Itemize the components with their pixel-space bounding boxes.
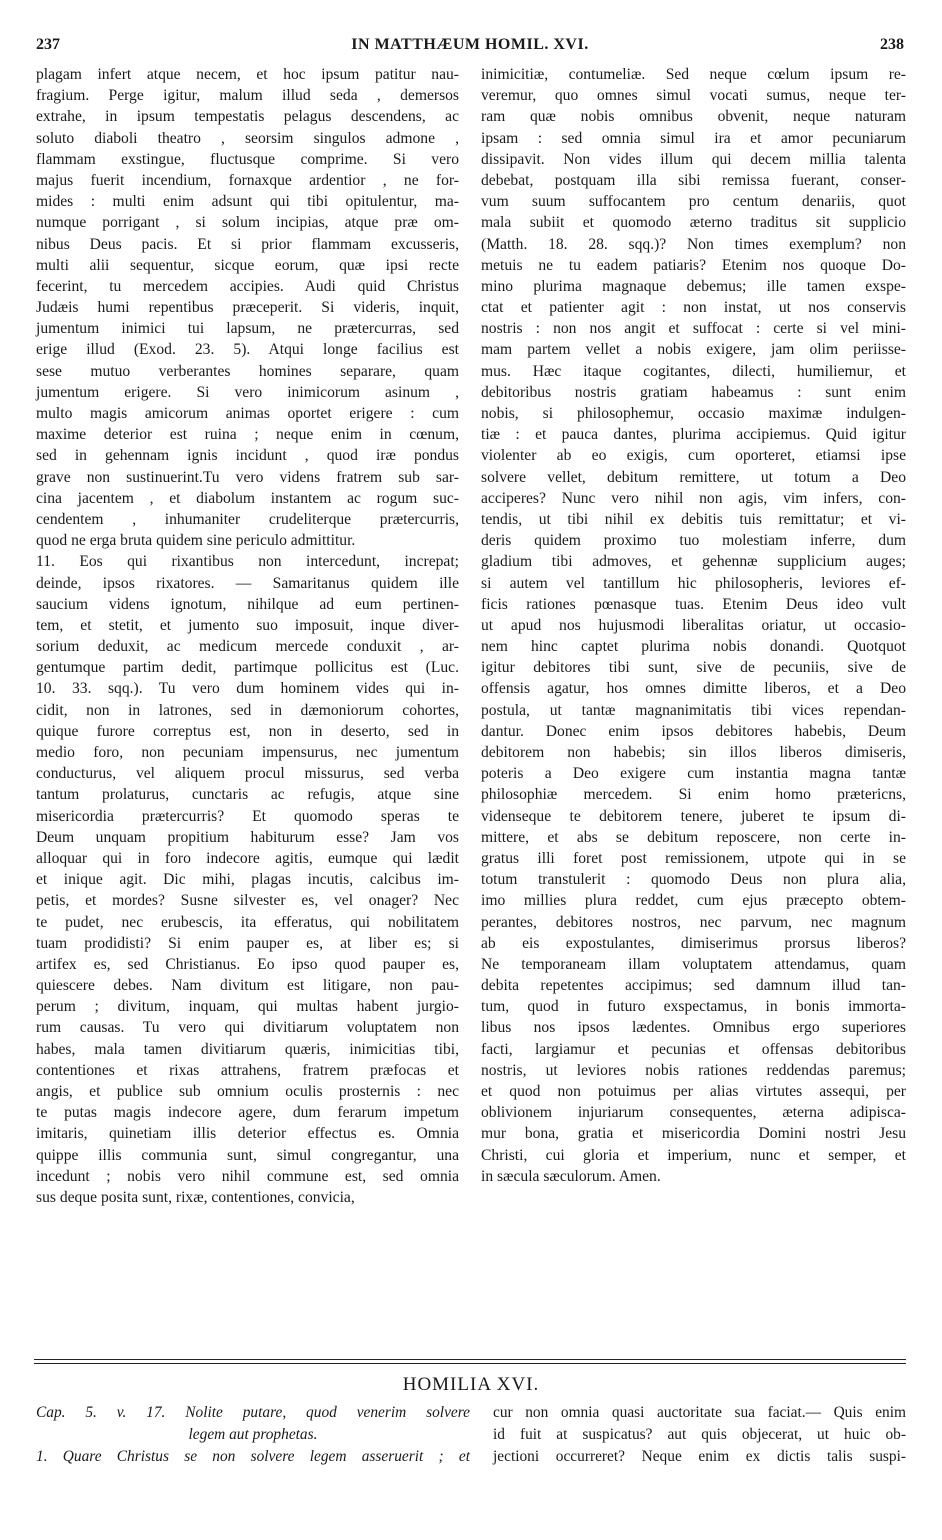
text-line: metuis ne tu eadem patiaris? Etenim nos quoque Do- [481, 256, 906, 274]
text-line: cidit, non in latrones, sed in dæmoniorum cohortes, [36, 701, 459, 719]
text-line: nobis, si philosophemur, occasio maximæ indulgen- [481, 405, 906, 422]
text-line: sed in gehennam ignis incidunt , quod iræ pondus [36, 447, 459, 465]
text-line: ram quæ nobis omnibus obvenit, neque naturam [481, 108, 906, 126]
text-line: fragium. Perge igitur, malum illud seda , demersos [36, 87, 459, 105]
text-line: majus fuerit incendium, fornaxque ardentior , ne for- [36, 171, 459, 189]
text-line: rum causas. Tu vero qui divitiarum voluptatem non [36, 1019, 459, 1037]
left-text-column [36, 64, 459, 1208]
text-line: Judæis humi repentibus præceperit. Si videris, inquit, [36, 299, 459, 317]
text-line: imitaris, quinetiam illis deterior effectus es. Omnia [36, 1125, 459, 1143]
text-line: gentumque partim dedit, partimque pollicitus est (Luc. [36, 659, 459, 677]
text-line: cendentem , inhumaniter crudeliterque prætercurris, [36, 510, 459, 528]
text-line: philosophiæ mercedem. Si enim homo prætericns, [481, 786, 906, 804]
text-line: nostris, ut leviores nobis rationes reddendas paremus; [481, 1061, 906, 1079]
text-line: id fuit at suspicatus? aut quis objecerat, ut huic ob- [493, 1426, 906, 1443]
right-text-column [481, 64, 906, 1187]
text-line: tem, et stetit, et jumento suo imposuit, inque diver- [36, 616, 459, 634]
text-line: petis, et mordes? Susne silvester es, vel onager? Nec [36, 892, 459, 910]
text-line: perum ; divitum, inquam, qui multas habent jurgio- [36, 998, 459, 1016]
text-line: mala subiit et quomodo æterno traditus sit supplicio [481, 214, 906, 232]
text-line: gladium tibi admoves, et gehennæ supplicium auges; [481, 553, 906, 571]
text-line: mino plurima magnaque debemus; ille tamen exspe- [481, 277, 906, 295]
text-line: medio foro, non pecuniam impensurus, nec jumentum [36, 744, 459, 761]
text-line: et inique agit. Dic mihi, plagas incutis, calcibus im- [36, 871, 459, 889]
text-line: 10. 33. sqq.). Tu vero dum hominem vides qui in- [36, 680, 459, 698]
text-line: debita repetentes accipimus; sed damnum illud tan- [481, 977, 906, 995]
text-line: nem hinc captet plurima nobis donandi. Quotquot [481, 638, 906, 656]
text-line: postula, ut tantæ magnanimitatis tibi vices rependan- [481, 701, 906, 719]
text-line: acciperes? Nunc vero nihil non agis, vim infers, con- [481, 489, 906, 507]
text-line: mides : multi enim adsunt qui tibi opitulentur, ma- [36, 193, 459, 211]
text-line: si autem vel tantillum hic philosopheris, leviores ef- [481, 574, 906, 592]
text-line: quiescere debes. Nam divitum est litigare, non pau- [36, 977, 459, 995]
text-line: fecerint, tu mercedem accipies. Audi quid Christus [36, 277, 459, 295]
text-line: saucium videns ignotum, nihilque ad eum pertinen- [36, 595, 459, 613]
text-line: oblivionem injuriarum consequentes, æterna adipisca- [481, 1104, 906, 1122]
text-line: imo millies plura reddet, cum ejus præcepto obtem- [481, 892, 906, 910]
text-line: conducturus, vel aliquem procul missurus, sed verba [36, 765, 459, 783]
text-line: tum, quod in futuro exspectamus, in bonis immorta- [481, 998, 906, 1016]
text-line: soluto diaboli theatro , seorsim singulos admone , [36, 129, 459, 147]
text-line: tantum prolaturus, cunctaris ac refugis, atque sine [36, 786, 459, 804]
text-line: vum suum suffocantem pro centum denariis, quot [481, 193, 906, 211]
text-line: sorium deduxit, ac medicum mercede conduxit , ar- [36, 638, 459, 656]
text-line: mus. Hæc itaque cogitantes, dilecti, humiliemur, et [481, 362, 906, 380]
text-line: jectioni occurreret? Neque enim ex dictis talis suspi- [493, 1448, 906, 1465]
text-line: ab eis expostulantes, dimiserimus prorsus liberos? [481, 934, 906, 952]
text-line: et quod non potuimus per alias virtutes assequi, per [481, 1083, 906, 1100]
text-line: jumentum inimici tui lapsum, ne prætercurras, sed [36, 320, 459, 338]
text-line: Ne temporaneam illam voluptatem attendamus, quam [481, 955, 906, 973]
text-line: contentiones et rixas attrahens, fratrem præfocas et [36, 1061, 459, 1079]
text-line: erige illud (Exod. 23. 5). Atqui longe facilius est [36, 341, 459, 359]
text-line: debitoribus nostris gratiam habeamus : sunt enim [481, 383, 906, 401]
text-line: mur bona, gratia et misericordia Domini nostri Jesu [481, 1125, 906, 1143]
text-line: inimicitiæ, contumeliæ. Sed neque cœlum ipsum re- [481, 66, 906, 83]
text-line: alloquar qui in foro indecore agitis, eumque qui lædit [36, 849, 459, 867]
text-line: ipsam : sed omnia simul ira et amor pecuniarum [481, 129, 906, 147]
text-line: poteris a Deo exigere cum instantia magna tantæ [481, 765, 906, 783]
text-line: cur non omnia quasi auctoritate sua faciat.— Quis enim [493, 1404, 906, 1421]
text-line: debitorem non habebis; sin illos liberos dimiseris, [481, 744, 906, 761]
running-title: IN MATTHÆUM HOMIL. XVI. [351, 36, 589, 53]
homily-left-column [36, 1402, 470, 1468]
text-line: deris quidem proximo tuo molestiam inferre, dum [481, 532, 906, 550]
text-line: mam partem vellet a nobis exigere, jam olim periisse- [481, 341, 906, 359]
text-line: maxime deterior est ruina ; neque enim in cœnum, [36, 426, 459, 444]
text-line: dissipavit. Non vides illum qui decem millia talenta [481, 150, 906, 168]
text-line: dantur. Donec enim ipsos debitores habebis, Deum [481, 722, 906, 740]
page-number-right: 238 [880, 36, 904, 53]
text-line: cina jacentem , et diabolum instantem ac rogum suc- [36, 489, 459, 507]
text-line: multi alii sequentur, sicque eorum, quæ ipsi recte [36, 256, 459, 274]
text-line: solvere vellet, debitum remittere, ut totum a Deo [481, 468, 906, 486]
text-line: tiæ : et pauca dantes, plurima accipiemus. Quid igitur [481, 426, 906, 444]
text-line: ficis rationes pœnasque tuas. Etenim Deus ideo vult [481, 595, 906, 613]
text-line: te putas magis indecore agere, dum ferarum impetum [36, 1104, 459, 1122]
chapter-verse-line-2: legem aut prophetas. [188, 1426, 318, 1443]
homily-right-column [493, 1402, 906, 1468]
chapter-verse-line: Cap. 5. v. 17. Nolite putare, quod venerim solvere [36, 1404, 470, 1421]
text-line: misericordia prætercurris? Et quomodo speras te [36, 807, 459, 825]
text-line: tuam prodidisti? Si enim pauper es, at liber es; si [36, 934, 459, 952]
homily-title: HOMILIA XVI. [402, 1374, 540, 1395]
text-line: quod ne erga bruta quidem sine periculo admittitur. [36, 532, 356, 550]
text-line: plagam infert atque necem, et hoc ipsum patitur nau- [36, 66, 459, 83]
text-line: flammam exstingue, fluctusque comprime. Si vero [36, 150, 459, 168]
text-line: quique furore correptus est, non in deserto, sed in [36, 722, 459, 740]
text-line: nibus Deus pacis. Et si prior flammam excusseris, [36, 235, 459, 253]
text-line: gratus illi foret post remissionem, utpote qui in se [481, 849, 906, 867]
section-divider-thin [34, 1363, 906, 1364]
text-line: tendis, ut tibi nihil ex debitis tuis remittatur; et vi- [481, 510, 906, 528]
text-line: multo magis amicorum animas oportet erigere : cum [36, 405, 459, 422]
text-line: jumentum erigere. Si vero inimicorum asinum , [36, 383, 459, 401]
text-line: habes, mala tamen divitiarum quæris, inimicitias tibi, [36, 1040, 459, 1058]
running-header [36, 36, 904, 58]
text-line: Christi, cui gloria et imperium, nunc et semper, et [481, 1146, 906, 1164]
text-line: quippe illis communia sunt, simul congregantur, una [36, 1146, 459, 1164]
text-line: (Matth. 18. 28. sqq.)? Non times exemplum? non [481, 235, 906, 253]
text-line: veremur, quo omnes simul vocati sumus, neque ter- [481, 87, 906, 105]
text-line: sese mutuo verberantes homines separare, quam [36, 362, 459, 380]
text-line: ut apud nos hujusmodi liberalitas oriatur, ut occasio- [481, 616, 906, 634]
page-number-left: 237 [36, 36, 60, 53]
text-line: extrahe, in ipsum tempestatis pelagus descendens, ac [36, 108, 459, 126]
text-line: sus deque posita sunt, rixæ, contentiones, convicia, [36, 1188, 355, 1206]
section-heading-line: 1. Quare Christus se non solvere legem asseruerit ; et [36, 1448, 470, 1465]
text-line: totum transtulerit : quomodo Deus non plura alia, [481, 871, 906, 889]
section-divider [34, 1359, 906, 1360]
text-line: mittere, et abs se debitum reposcere, non certe in- [481, 828, 906, 846]
text-line: artifex es, sed Christianus. Eo ipso quod pauper es, [36, 955, 459, 973]
text-line: igitur debitores tibi sunt, sive de pecuniis, sive de [481, 659, 906, 677]
text-line: perantes, debitores nostros, nec parvum, nec magnum [481, 913, 906, 931]
text-line: te pudet, nec erubescis, ita efferatus, qui nobilitatem [36, 913, 459, 931]
text-line: ctat et patienter agit : non instat, ut nos conservis [481, 299, 906, 317]
text-line: facti, largiamur et pecunias et offensas debitoribus [481, 1040, 906, 1058]
text-line: deinde, ipsos rixatores. — Samaritanus quidem ille [36, 574, 459, 592]
text-line: Deum unquam propitium habiturum esse? Jam vos [36, 828, 459, 846]
text-line: videnseque te debitorem tenere, juberet te ipsum di- [481, 807, 906, 825]
text-line: in sæcula sæculorum. Amen. [481, 1167, 661, 1185]
text-line: 11. Eos qui rixantibus non intercedunt, increpat; [36, 553, 459, 571]
text-line: angis, et publice sub omnium oculis prosternis : nec [36, 1083, 459, 1100]
text-line: offensis agatur, hos omnes dimitte liberos, et a Deo [481, 680, 906, 698]
text-line: numque porrigant , si solum incipias, atque præ om- [36, 214, 459, 232]
text-line: violenter ab eo exigis, cum oporteret, etiamsi ipse [481, 447, 906, 465]
text-line: debebat, postquam illa sibi remissa fuerant, conser- [481, 171, 906, 189]
text-line: nostris : non nos angit et suffocat : certe si vel mini- [481, 320, 906, 338]
text-line: incedunt ; nobis vero nihil commune est, sed omnia [36, 1167, 459, 1185]
text-line: libus nos ipsos lædentes. Omnibus ergo superiores [481, 1019, 906, 1037]
text-line: grave non sustinuerint.Tu vero videns fratrem sub sar- [36, 468, 459, 486]
